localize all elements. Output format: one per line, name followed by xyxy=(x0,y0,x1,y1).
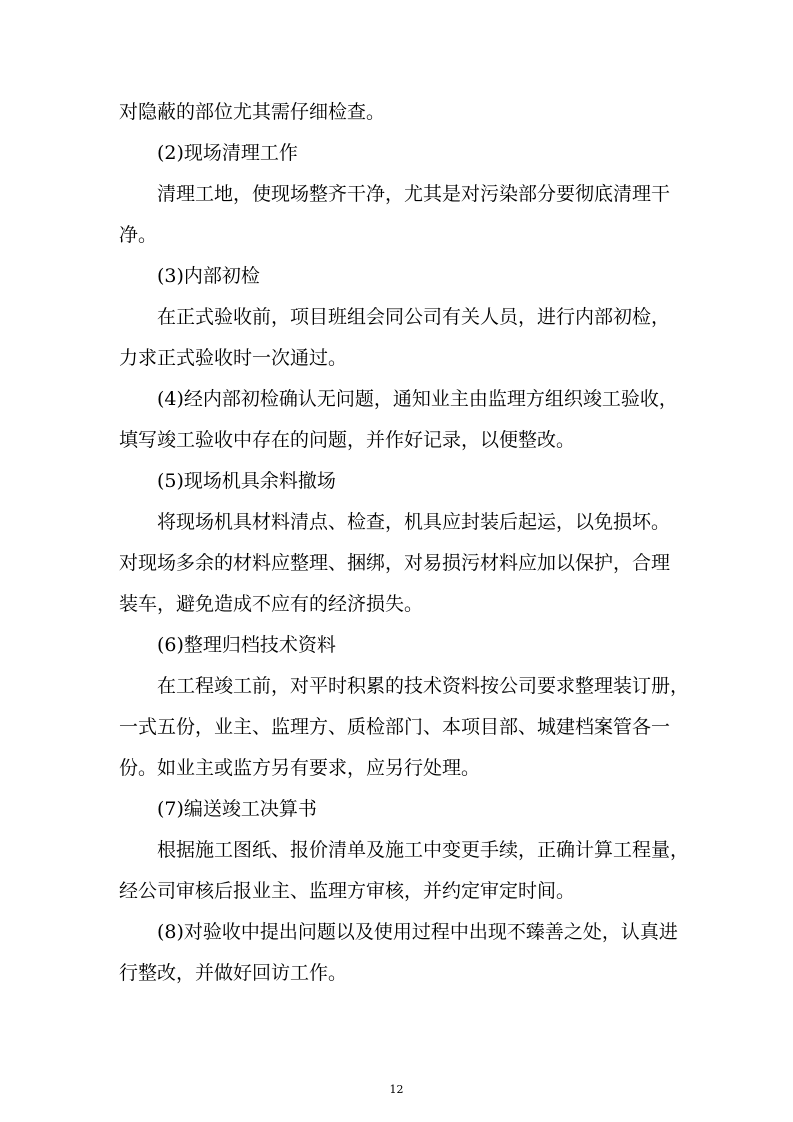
paragraph-line: (6)整理归档技术资料 xyxy=(157,634,336,656)
paragraph xyxy=(119,502,679,625)
paragraph-line: (8)对验收中提出问题以及使用过程中出现不臻善之处，认真进 xyxy=(157,921,678,943)
paragraph-line: (3)内部初检 xyxy=(157,265,260,287)
paragraph-line: 对隐蔽的部位尤其需仔细检查。 xyxy=(119,101,386,123)
paragraph-line: 在正式验收前，项目班组会同公司有关人员，进行内部初检， xyxy=(157,306,671,328)
paragraph xyxy=(119,297,679,379)
paragraph-line: 根据施工图纸、报价清单及施工中变更手续，正确计算工程量， xyxy=(157,839,690,861)
paragraph xyxy=(119,625,679,666)
paragraph xyxy=(119,92,679,133)
paragraph-line: 装车，避免造成不应有的经济损失。 xyxy=(119,593,424,615)
paragraph xyxy=(119,912,679,994)
paragraph-line: (5)现场机具余料撤场 xyxy=(157,470,336,492)
paragraph-line: 行整改，并做好回访工作。 xyxy=(119,962,348,984)
page-number: 12 xyxy=(389,1083,404,1096)
paragraph-line: 清理工地，使现场整齐干净，尤其是对污染部分要彻底清理干 xyxy=(157,183,671,205)
paragraph-line: 一式五份，业主、监理方、质检部门、本项目部、城建档案管各一 xyxy=(119,716,671,738)
paragraph-line: 力求正式验收时一次通过。 xyxy=(119,347,348,369)
paragraph-line: 在工程竣工前，对平时积累的技术资料按公司要求整理装订册， xyxy=(157,675,690,697)
paragraph xyxy=(119,789,679,830)
paragraph-line: 将现场机具材料清点、检查，机具应封装后起运，以免损坏。 xyxy=(157,511,671,533)
paragraph-line: 填写竣工验收中存在的问题，并作好记录，以便整改。 xyxy=(119,429,576,451)
paragraph xyxy=(119,133,679,174)
paragraph-line: 份。如业主或监方另有要求，应另行处理。 xyxy=(119,757,481,779)
paragraph-line: (4)经内部初检确认无问题，通知业主由监理方组织竣工验收， xyxy=(157,388,678,410)
paragraph xyxy=(119,256,679,297)
paragraph-line: 净。 xyxy=(119,224,158,246)
paragraph-line: (7)编送竣工决算书 xyxy=(157,798,317,820)
paragraph-line: 经公司审核后报业主、监理方审核，并约定审定时间。 xyxy=(119,880,576,902)
paragraph xyxy=(119,174,679,256)
paragraph xyxy=(119,379,679,461)
paragraph xyxy=(119,461,679,502)
paragraph-line: 对现场多余的材料应整理、捆绑，对易损污材料应加以保护，合理 xyxy=(119,552,671,574)
paragraph xyxy=(119,666,690,789)
paragraph-line: (2)现场清理工作 xyxy=(157,142,298,164)
paragraph xyxy=(119,830,690,912)
